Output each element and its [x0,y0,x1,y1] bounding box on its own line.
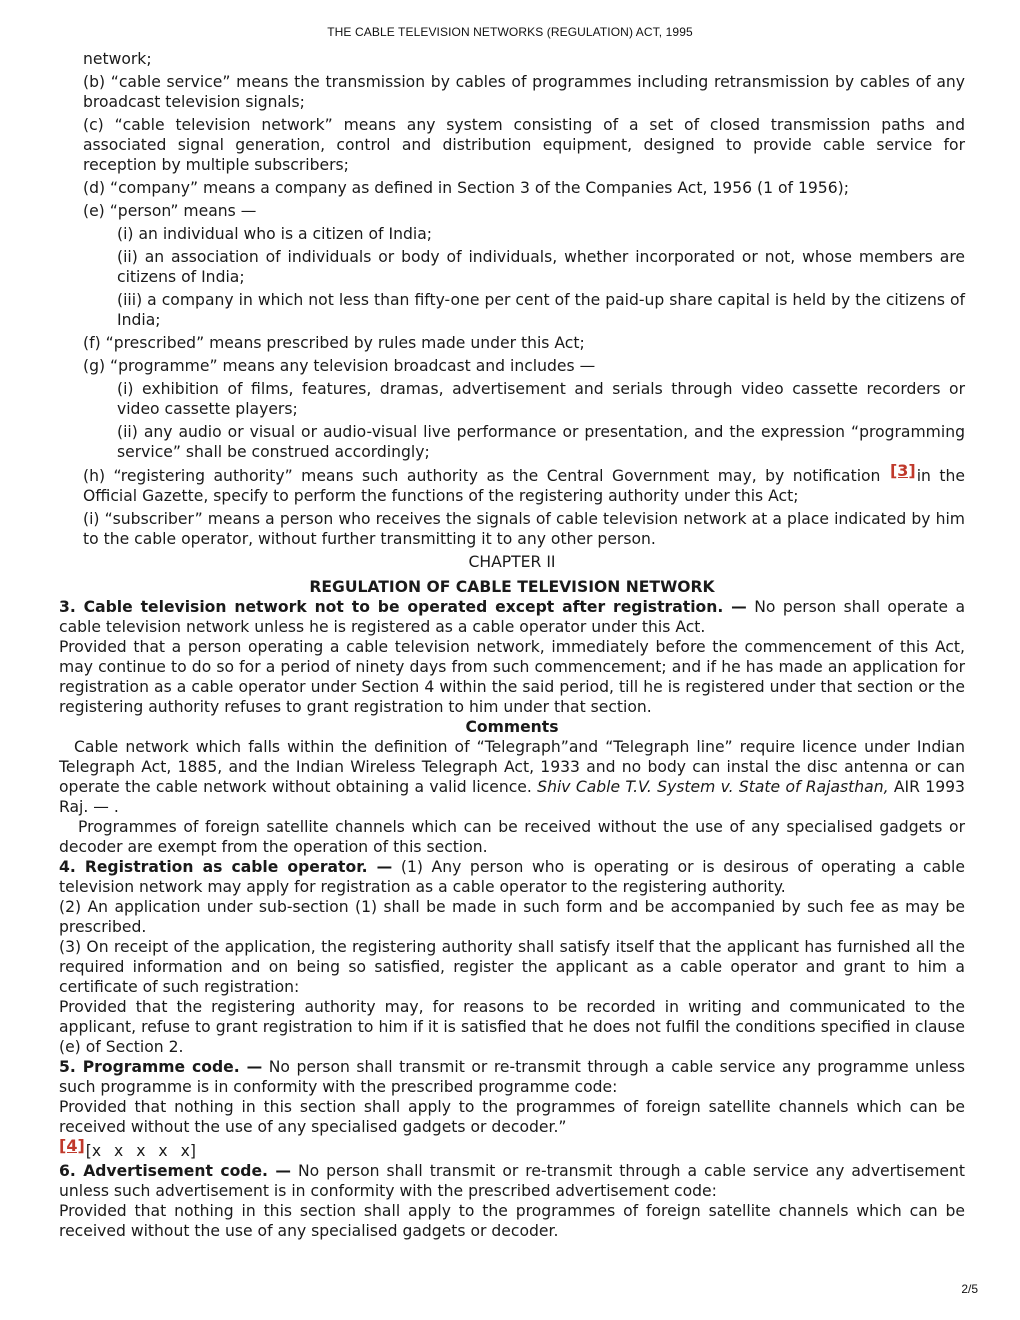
section-4-heading: 4. Registration as cable operator. — [59,858,393,876]
definition-h [83,461,965,506]
running-header: THE CABLE TELEVISION NETWORKS (REGULATION) ACT, 1995 [327,25,693,39]
section-4-subsection-2: (2) An application under sub-section (1) shall be made in such form and be accompanied by such fee as may be prescribed. [59,898,965,936]
footnote-link-3[interactable]: [3] [889,461,916,480]
definition-h-text-cont: in the Official Gazette, specify to perform the functions of the registering authority under this Act; [83,467,965,505]
section-4-subsection-3: (3) On receipt of the application, the registering authority shall satisfy itself that the applicant has furnished all the required information and on being so satisfied, register the applicant as a cable operator and grant to him a certificate of such registration: [59,938,965,996]
section-5-heading: 5. Programme code. — [59,1058,263,1076]
section-3-text: No person shall operate a cable television network unless he is registered as a cable operator under this Act. [59,598,965,636]
page-number: 2/5 [961,1282,978,1296]
definition-i: (i) “subscriber” means a person who receives the signals of cable television network at a place indicated by him to the cable operator, without further transmitting it to any other person. [83,510,965,548]
case-name: Shiv Cable T.V. System v. State of Rajasthan, [537,778,889,796]
definition-b: (b) “cable service” means the transmission by cables of programmes including retransmission by cables of any broadcast television signals; [83,73,965,111]
definition-g-ii: (ii) any audio or visual or audio-visual live performance or presentation, and the expression “programming service” shall be construed accordingly; [117,423,965,461]
definition-e: (e) “person” means — [83,202,257,220]
definition-g-i: (i) exhibition of films, features, dramas, advertisement and serials through video cassette recorders or video cassette players; [117,380,965,418]
section-4 [59,857,965,897]
section-5-proviso: Provided that nothing in this section shall apply to the programmes of foreign satellite channels which can be received without the use of any specialised gadgets or decoder.” [59,1098,965,1136]
omitted-section [59,1136,965,1161]
comments-heading: Comments [465,718,559,736]
definition-continuation: network; [83,50,152,68]
footnote-link-4[interactable]: [4] [59,1136,85,1155]
definition-f: (f) “prescribed” means prescribed by rules made under this Act; [83,334,585,352]
section-6-proviso: Provided that nothing in this section shall apply to the programmes of foreign satellite channels which can be received without the use of any specialised gadgets or decoder. [59,1202,965,1240]
definition-c: (c) “cable television network” means any system consisting of a set of closed transmission paths and associated signal generation, control and distribution equipment, designed to provide cable service for reception by multiple subscribers; [83,116,965,174]
section-3-proviso: Provided that a person operating a cable television network, immediately before the commencement of this Act, may continue to do so for a period of ninety days from such commencement; and if he has made an application for registration as a cable operator under Section 4 within the said period, till he is registered under that section or the registering authority refuses to grant registration to him under that section. [59,638,965,716]
chapter-number: CHAPTER II [468,553,556,571]
section-6-text: No person shall transmit or re-transmit through a cable service any advertisement unless such advertisement is in conformity with the prescribed advertisement code: [59,1162,965,1200]
comments-p1-text: Cable network which falls within the definition of “Telegraph”and “Telegraph line” require licence under Indian Telegraph Act, 1885, and the Indian Wireless Telegraph Act, 1933 and no body can instal the disc antenna or can operate the cable network without obtaining a valid licence. [59,738,965,796]
document-body [59,49,965,1241]
section-6-heading: 6. Advertisement code. — [59,1162,291,1180]
definition-e-i: (i) an individual who is a citizen of India; [117,225,433,243]
definition-g: (g) “programme” means any television broadcast and includes — [83,357,596,375]
comments-paragraph-2: Programmes of foreign satellite channels which can be received without the use of any specialised gadgets or decoder are exempt from the operation of this section. [59,818,965,856]
section-3-heading: 3. Cable television network not to be operated except after registration. — [59,598,747,616]
section-6 [59,1161,965,1201]
section-4-subsection-1: (1) Any person who is operating or is desirous of operating a cable television network may apply for registration as a cable operator to the registering authority. [59,858,965,896]
definition-e-iii: (iii) a company in which not less than fifty-one per cent of the paid-up share capital is held by the citizens of India; [117,291,965,329]
section-4-proviso: Provided that the registering authority may, for reasons to be recorded in writing and communicated to the applicant, refuse to grant registration to him if it is satisfied that he does not fulfil the conditions specified in clause (e) of Section 2. [59,998,965,1056]
section-5-text: No person shall transmit or re-transmit through a cable service any programme unless such programme is in conformity with the prescribed programme code: [59,1058,965,1096]
chapter-title: REGULATION OF CABLE TELEVISION NETWORK [309,578,715,596]
case-citation: AIR 1993 Raj. — . [59,778,965,816]
section-5 [59,1057,965,1097]
omitted-marker: [x x x x x] [85,1142,196,1160]
definition-d: (d) “company” means a company as defined in Section 3 of the Companies Act, 1956 (1 of 1956); [83,179,849,197]
section-3 [59,597,965,637]
comments-paragraph-1 [59,737,965,817]
definition-e-ii: (ii) an association of individuals or body of individuals, whether incorporated or not, whose members are citizens of India; [117,248,965,286]
definition-h-text: (h) “registering authority” means such authority as the Central Government may, by notification [83,467,889,485]
